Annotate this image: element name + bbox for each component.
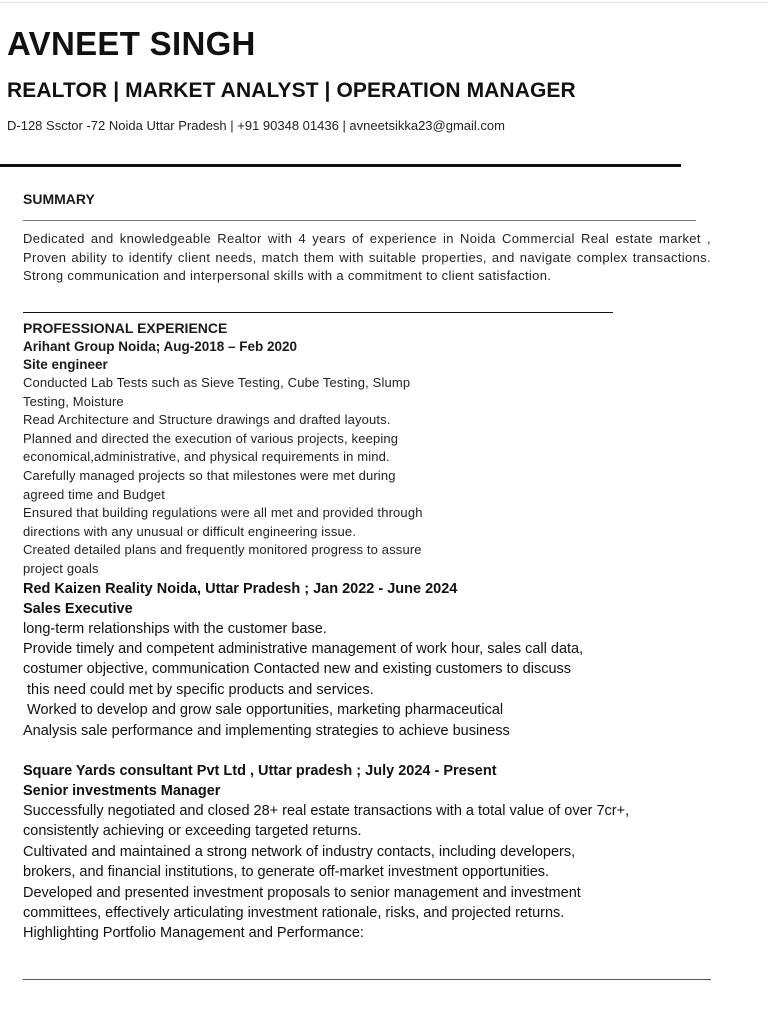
section-spacer: [23, 741, 723, 761]
job-line: Analysis sale performance and implementing strategies to achieve business: [23, 722, 510, 739]
job-line: consistently achieving or exceeding targeted returns.: [23, 823, 362, 840]
job-line: directions with any unusual or difficult engineering issue.: [23, 523, 357, 539]
job-line: Testing, Moisture: [23, 393, 124, 409]
contact-line: D-128 Ssctor -72 Noida Uttar Pradesh | +91 90348 01436 | avneetsikka23@gmail.com: [7, 118, 505, 133]
job-role: Sales Executive: [23, 600, 133, 617]
job-line: Successfully negotiated and closed 28+ real estate transactions with a total value of over 7cr+,: [23, 802, 630, 819]
job-line: Developed and presented investment proposals to senior management and investment: [23, 884, 581, 901]
job-red-kaizen: [23, 579, 723, 741]
job-line: Worked to develop and grow sale opportunities, marketing pharmaceutical: [23, 702, 504, 719]
job-square-yards: [23, 761, 723, 944]
job-heading: Red Kaizen Reality Noida, Uttar Pradesh ; Jan 2022 - June 2024: [23, 580, 458, 597]
candidate-name: AVNEET SINGH: [7, 25, 256, 62]
job-line: Created detailed plans and frequently monitored progress to assure: [23, 542, 422, 558]
experience-title: PROFESSIONAL EXPERIENCE: [23, 320, 228, 336]
job-line: Highlighting Portfolio Management and Performance:: [23, 925, 364, 942]
bottom-divider: [23, 979, 711, 980]
job-line: committees, effectively articulating investment rationale, risks, and projected returns.: [23, 905, 565, 921]
experience-divider: [23, 312, 613, 313]
job-line: brokers, and financial institutions, to generate off-market investment opportunities.: [23, 864, 550, 881]
job-line: Provide timely and competent administrative management of work hour, sales call data,: [23, 640, 584, 657]
job-arihant: [23, 337, 723, 579]
job-role: Site engineer: [23, 357, 108, 372]
summary-divider: [23, 220, 696, 221]
job-line: long-term relationships with the customer base.: [23, 620, 327, 637]
summary-text: Dedicated and knowledgeable Realtor with 4 years of experience in Noida Commercial Real estate market , Proven ability to identify client needs, match them with suitable properties, and navigate complex transactions. Strong communication and interpersonal skills with a commitment to client satisfaction.: [23, 231, 711, 284]
job-heading: Arihant Group Noida; Aug-2018 – Feb 2020: [23, 339, 298, 354]
job-line: Ensured that building regulations were all met and provided through: [23, 505, 423, 521]
job-line: this need could met by specific products and services.: [23, 681, 374, 698]
top-edge-divider: [0, 2, 768, 3]
header-divider: [0, 164, 681, 167]
job-line: agreed time and Budget: [23, 486, 166, 502]
experience-section: [23, 319, 723, 944]
job-line: economical,administrative, and physical requirements in mind.: [23, 449, 390, 465]
summary-title: SUMMARY: [23, 191, 95, 207]
job-line: Cultivated and maintained a strong network of industry contacts, including developers,: [23, 843, 576, 860]
job-line: Read Architecture and Structure drawings and drafted layouts.: [23, 412, 391, 428]
job-line: Conducted Lab Tests such as Sieve Testing, Cube Testing, Slump: [23, 375, 411, 390]
job-line: Planned and directed the execution of various projects, keeping: [23, 430, 399, 446]
job-role: Senior investments Manager: [23, 782, 221, 799]
candidate-roles: REALTOR | MARKET ANALYST | OPERATION MANAGER: [7, 79, 576, 102]
job-line: Carefully managed projects so that milestones were met during: [23, 467, 396, 483]
job-heading: Square Yards consultant Pvt Ltd , Uttar pradesh ; July 2024 - Present: [23, 762, 497, 779]
job-line: costumer objective, communication Contacted new and existing customers to discuss: [23, 661, 572, 678]
job-line: project goals: [23, 560, 99, 576]
